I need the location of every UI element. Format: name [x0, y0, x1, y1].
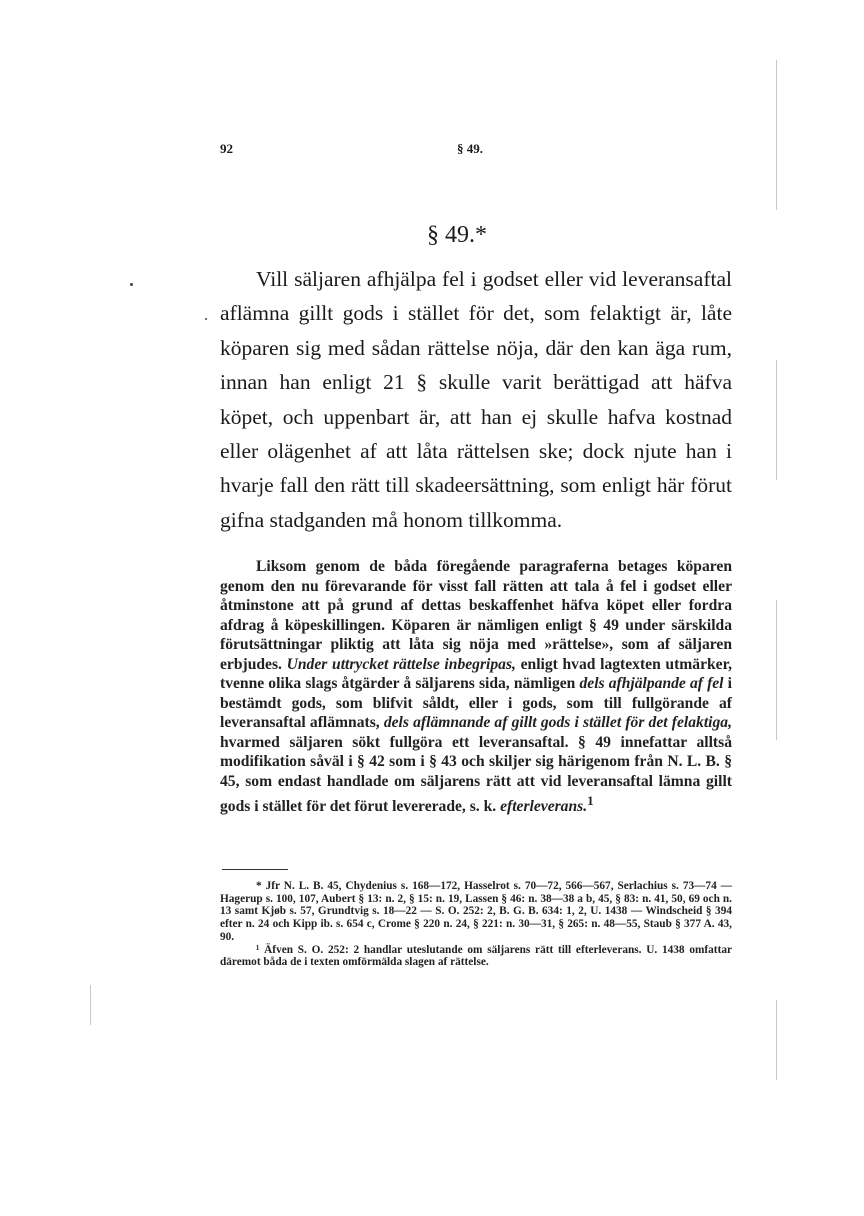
commentary-emphasis: efterleverans. — [500, 798, 588, 816]
footnote-rule — [222, 869, 288, 870]
commentary-emphasis: dels aflämnande af gillt gods i stället för det felaktiga, — [383, 714, 732, 731]
page-number: 92 — [220, 141, 233, 156]
commentary-text: i bestämdt gods, som blifvit såldt, eller i gods, som till fullgörande af leveransaftal aflämnats, — [220, 675, 732, 731]
footnote-reference: 1 — [587, 793, 594, 808]
page-edge-mark — [776, 1000, 777, 1080]
running-head: § 49. — [457, 141, 483, 156]
commentary-text: Liksom genom de båda föregående paragraferna betages köparen genom den nu förevarande för visst fall rätten att tala å fel i godset eller åtminstone att på grund af dettas beskaffenhet häfva köpet eller fordra afdrag å köpeskillingen. Köparen är nämligen enligt § 49 under särskilda förutsättningar pliktig att låta sig nöja med »rättelse», som af säljaren erbjudes. — [220, 558, 732, 673]
commentary-text: enligt hvad lagtexten utmärker, tvenne olika slags åtgärder å säljarens sida, nämligen — [220, 655, 732, 692]
footnote-star: * Jfr N. L. B. 45, Chydenius s. 168—172, Hasselrot s. 70—72, 566—567, Serlachius s. 73—74 — Hagerup s. 100, 107, Aubert § 13: n. 2, § 15: n. 19, Lassen § 46: n. 38—38 a b, 45, § 83: n. 41, 50, 69 och n. 13 samt Kjøb s. 57, Grundtvig s. 18—22 — S. O. 252: 2, B. G. B. 634: 1, 2, U. 1438 — Windscheid § 394 efter n. 24 och Kipp ib. s. 654 c, Crome § 220 n. 24, § 221: n. 30—31, § 265: n. 48—55, Staub § 377 A. 43, 90. — [220, 880, 732, 943]
commentary-emphasis: Under uttrycket rättelse inbegripas, — [286, 655, 516, 673]
commentary-paragraph — [220, 557, 732, 817]
ink-speck — [130, 283, 133, 286]
footnote-one: ¹ Äfven S. O. 252: 2 handlar uteslutande om säljarens rätt till efterleverans. U. 1438 omfattar däremot båda de i texten omförmälda slagen af rättelse. — [220, 943, 732, 969]
page-edge-mark — [776, 600, 777, 740]
commentary-text: hvarmed säljaren sökt fullgöra ett leveransaftal. § 49 innefattar alltså modifikation såväl i § 42 som i § 43 och skiljer sig härigenom från N. L. B. § 45, som endast handlade om säljarens rätt att vid leveransaftal lämna gillt gods i stället för det förut levererade, s. k. — [220, 733, 732, 816]
page-edge-mark — [776, 60, 777, 210]
commentary-emphasis: dels afhjälpande af fel — [579, 675, 724, 692]
ink-speck — [205, 318, 207, 320]
page-header — [0, 141, 864, 161]
page-edge-mark — [90, 985, 91, 1025]
page-edge-mark — [776, 360, 777, 480]
section-title: § 49.* — [427, 222, 487, 248]
statute-text: Vill säljaren afhjälpa fel i godset eller vid leveransaftal aflämna gillt gods i stället för det, som felaktigt är, låte köparen sig med sådan rättelse nöja, där den kan äga rum, innan han enligt 21 § skulle varit berättigad att häfva köpet, och uppenbart är, att han ej skulle hafva kostnad eller olägenhet af att låta rättelsen ske; dock njute han i hvarje fall den rätt till skadeersättning, som enligt här förut gifna stadganden må honom tillkomma. — [220, 267, 732, 532]
footnotes — [220, 880, 732, 969]
